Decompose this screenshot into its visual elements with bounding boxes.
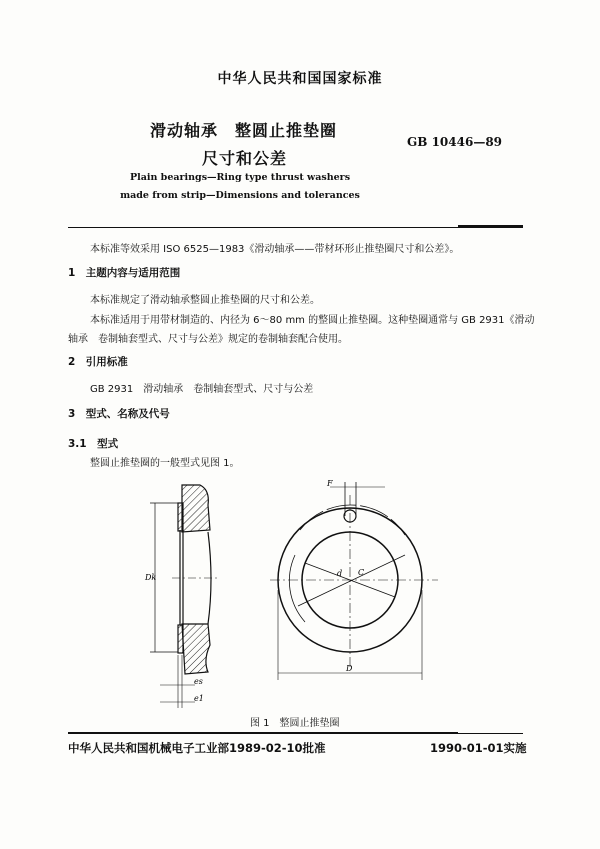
ring-front-view xyxy=(270,482,438,680)
effective-date-text: 1990-01-01实施 xyxy=(430,741,527,755)
footer-rule-right xyxy=(370,733,523,734)
label-D: D xyxy=(346,664,353,673)
label-es: es xyxy=(194,677,203,686)
section-1-p1: 本标准规定了滑动轴承整圆止推垫圈的尺寸和公差。 xyxy=(90,295,320,306)
label-dk: Dk xyxy=(145,573,157,582)
section-1-p2a: 本标准适用于用带材制造的、内径为 6～80 mm 的整圆止推垫圈。这种垫圈通常与 GB 2931《滑动 xyxy=(90,315,535,326)
section-3-1-p1: 整圆止推垫圈的一般型式见图 1。 xyxy=(90,458,240,469)
section-3-1-heading: 3.1 型式 xyxy=(68,438,119,450)
section-1-heading: 1 主题内容与适用范围 xyxy=(68,267,181,279)
section-1-p2b: 轴承 卷制轴套型式、尺寸与公差》规定的卷制轴套配合使用。 xyxy=(68,334,348,345)
section-3-heading: 3 型式、名称及代号 xyxy=(68,408,170,420)
intro-text: 本标准等效采用 ISO 6525—1983《滑动轴承——带材环形止推垫圈尺寸和公差》。 xyxy=(90,244,460,255)
section-2-heading: 2 引用标准 xyxy=(68,356,128,368)
title-en-line2: made from strip—Dimensions and tolerances xyxy=(120,190,360,201)
label-e1: e1 xyxy=(194,694,204,703)
section-2-p1: GB 2931 滑动轴承 卷制轴套型式、尺寸与公差 xyxy=(90,384,314,395)
label-c: C xyxy=(358,568,365,577)
title-cn-line1: 滑动轴承 整圆止推垫圈 xyxy=(150,121,338,140)
label-d: d xyxy=(337,569,343,578)
title-en-line1: Plain bearings—Ring type thrust washers xyxy=(129,172,351,183)
title-cn-line2: 尺寸和公差 xyxy=(202,149,288,168)
figure-caption: 图 1 整圆止推垫圈 xyxy=(250,718,340,729)
label-f: F xyxy=(327,479,333,488)
gb-number: GB 10446—89 xyxy=(407,135,503,149)
approval-text: 中华人民共和国机械电子工业部1989-02-10批准 xyxy=(68,741,326,755)
side-section-view xyxy=(150,485,220,708)
standard-body: 中华人民共和国国家标准 xyxy=(217,71,383,87)
